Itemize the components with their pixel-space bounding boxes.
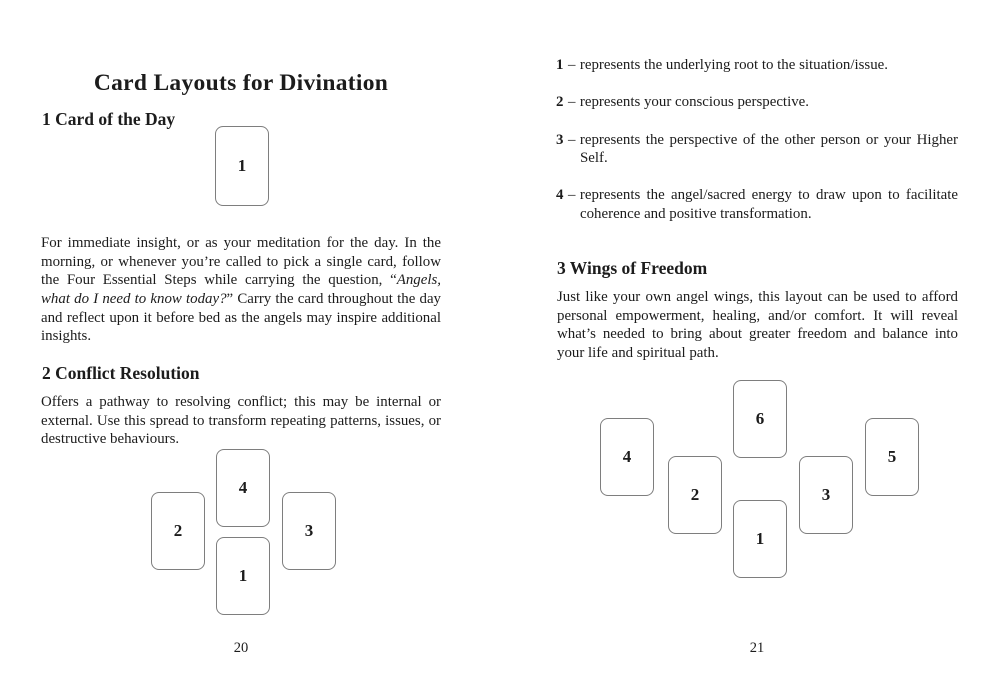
card-number: 3 xyxy=(304,521,314,540)
position-description: represents the perspective of the other person or your Higher Self. xyxy=(579,131,958,167)
card-number: 1 xyxy=(237,156,247,175)
layout-card-position-4 xyxy=(216,449,270,527)
position-number: 1 xyxy=(556,57,564,73)
paragraph-text: ” Carry the card throughout the day and reflect upon it before bed as the angels may inspire additional insights. xyxy=(41,290,441,345)
card-of-the-day-card xyxy=(215,126,269,206)
section-heading-card-of-the-day: 1 Card of the Day xyxy=(42,108,176,129)
section-heading-wings-of-freedom: 3 Wings of Freedom xyxy=(557,257,708,278)
layout-card-position-3 xyxy=(799,456,853,534)
layout-card-position-2 xyxy=(668,456,722,534)
position-meanings-list xyxy=(556,56,958,242)
paragraph-text: For immediate insight, or as your meditation for the day. In the morning, or whenever you’re called to pick a single card, follow the Four Essential Steps while carrying the question, “ xyxy=(41,234,441,289)
layout-card-position-1 xyxy=(733,500,787,578)
card-number: 4 xyxy=(622,447,632,466)
card-number: 3 xyxy=(821,485,831,504)
dash-separator: – xyxy=(567,187,576,204)
page-number-right: 21 xyxy=(749,640,765,656)
position-meaning-4 xyxy=(556,186,958,223)
layout-card-position-2 xyxy=(151,492,205,570)
layout-card-position-3 xyxy=(282,492,336,570)
dash-separator: – xyxy=(567,131,576,148)
layout-card-position-1 xyxy=(216,537,270,615)
position-meaning-1 xyxy=(556,56,958,75)
section-heading-conflict-resolution: 2 Conflict Resolution xyxy=(42,362,200,383)
card-number: 2 xyxy=(690,485,700,504)
card-number: 1 xyxy=(755,529,765,548)
page-title: Card Layouts for Divination xyxy=(93,69,389,96)
dash-separator: – xyxy=(567,57,576,73)
page-number-left: 20 xyxy=(233,640,249,656)
position-number: 3 xyxy=(556,131,564,148)
paragraph-italic-question: Angels, what do I need to know today? xyxy=(41,272,441,307)
position-meaning-2 xyxy=(556,93,958,112)
position-number: 2 xyxy=(556,94,564,111)
layout-card-position-6 xyxy=(733,380,787,458)
position-number: 4 xyxy=(556,187,564,204)
card-number: 1 xyxy=(238,566,248,585)
card-number: 4 xyxy=(238,478,248,497)
card-of-the-day-paragraph xyxy=(41,234,441,346)
position-meaning-3 xyxy=(556,131,958,168)
card-number: 2 xyxy=(173,521,183,540)
layout-card-position-5 xyxy=(865,418,919,496)
position-description: represents the underlying root to the situation/issue. xyxy=(579,57,888,73)
position-description: represents your conscious perspective. xyxy=(579,94,809,111)
layout-card-position-4 xyxy=(600,418,654,496)
position-description: represents the angel/sacred energy to draw upon to facilitate coherence and positive transformation. xyxy=(579,187,958,223)
card-number: 5 xyxy=(887,447,897,466)
conflict-resolution-paragraph: Offers a pathway to resolving conflict; this may be internal or external. Use this spread to transform repeating patterns, issues, or destructive behaviours. xyxy=(41,393,441,448)
dash-separator: – xyxy=(567,94,576,111)
wings-of-freedom-paragraph: Just like your own angel wings, this layout can be used to afford personal empowerment, healing, and/or comfort. It will reveal what’s needed to bring about greater freedom and balance into your life and spiritual path. xyxy=(557,288,958,361)
card-number: 6 xyxy=(755,409,765,428)
